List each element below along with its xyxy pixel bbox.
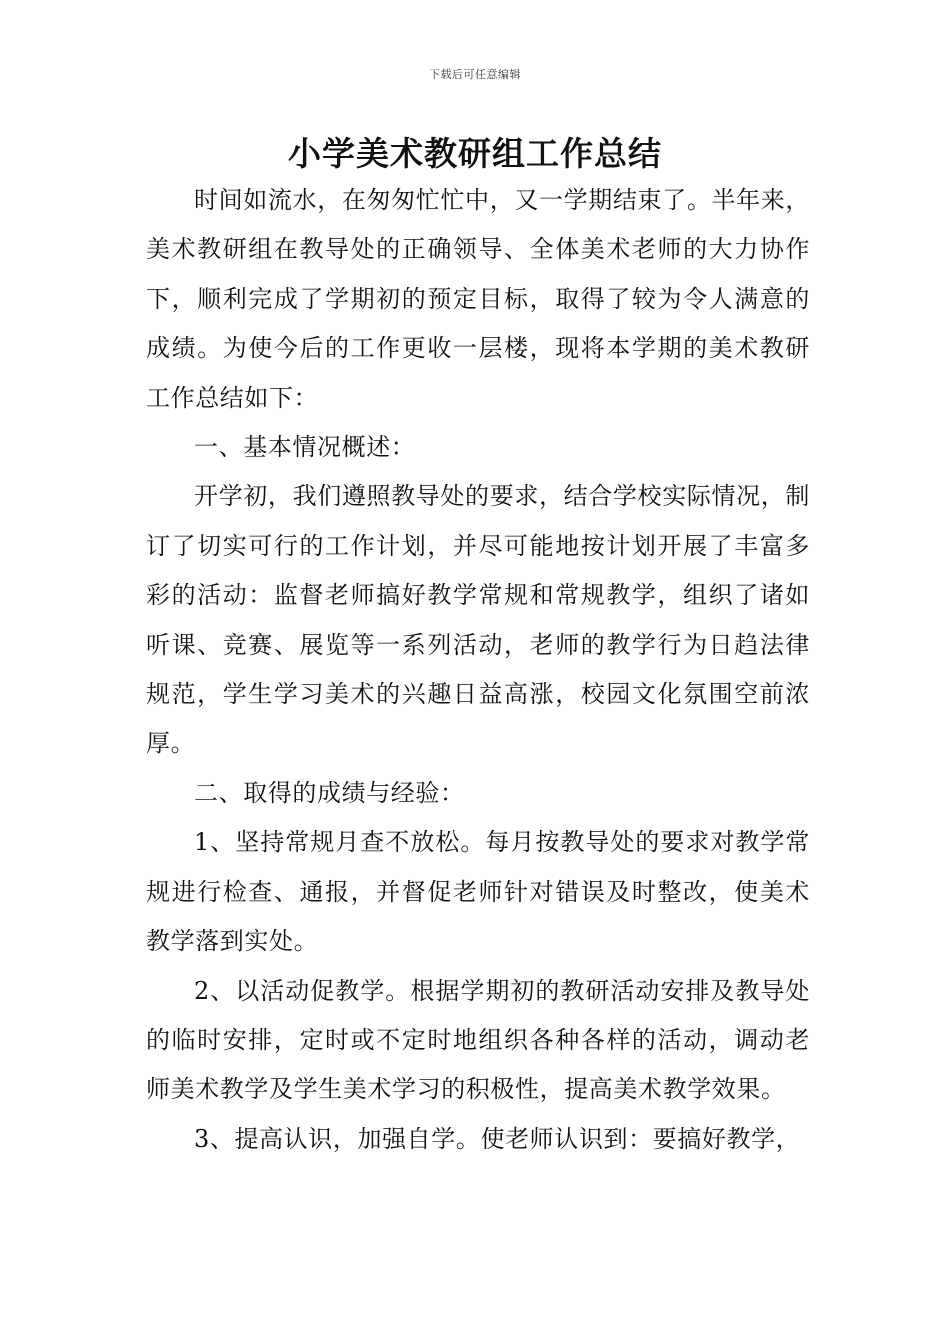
paragraph-item-2: 2、以活动促教学。根据学期初的教研活动安排及教导处的临时安排，定时或不定时地组织各种各样的活动，调动老师美术教学及学生美术学习的积极性，提高美术教学效果。 — [146, 976, 810, 1104]
paragraph-item-1: 1、坚持常规月查不放松。每月按教导处的要求对教学常规进行检查、通报，并督促老师针对错误及时整改，使美术教学落到实处。 — [146, 828, 810, 956]
paragraph-item-3: 3、提高认识，加强自学。使老师认识到：要搞好教学， — [194, 1124, 801, 1153]
document-body — [146, 176, 810, 1164]
paragraph-intro: 时间如流水，在匆匆忙忙中，又一学期结束了。半年来，美术教研组在教导处的正确领导、全体美术老师的大力协作下，顺利完成了学期初的预定目标，取得了较为令人满意的成绩。为使今后的工作更收一层楼，现将本学期的美术教研工作总结如下： — [146, 186, 810, 412]
heading-basic-overview: 一、基本情况概述： — [194, 433, 416, 462]
document-title: 小学美术教研组工作总结 — [288, 134, 662, 173]
header-note: 下载后可任意编辑 — [429, 68, 521, 81]
heading-achievements: 二、取得的成绩与经验： — [194, 778, 465, 807]
paragraph-overview: 开学初，我们遵照教导处的要求，结合学校实际情况，制订了切实可行的工作计划，并尽可能地按计划开展了丰富多彩的活动：监督老师搞好教学常规和常规教学，组织了诸如听课、竞赛、展览等一系列活动，老师的教学行为日趋法律规范，学生学习美术的兴趣日益高涨，校园文化氛围空前浓厚。 — [146, 482, 810, 758]
